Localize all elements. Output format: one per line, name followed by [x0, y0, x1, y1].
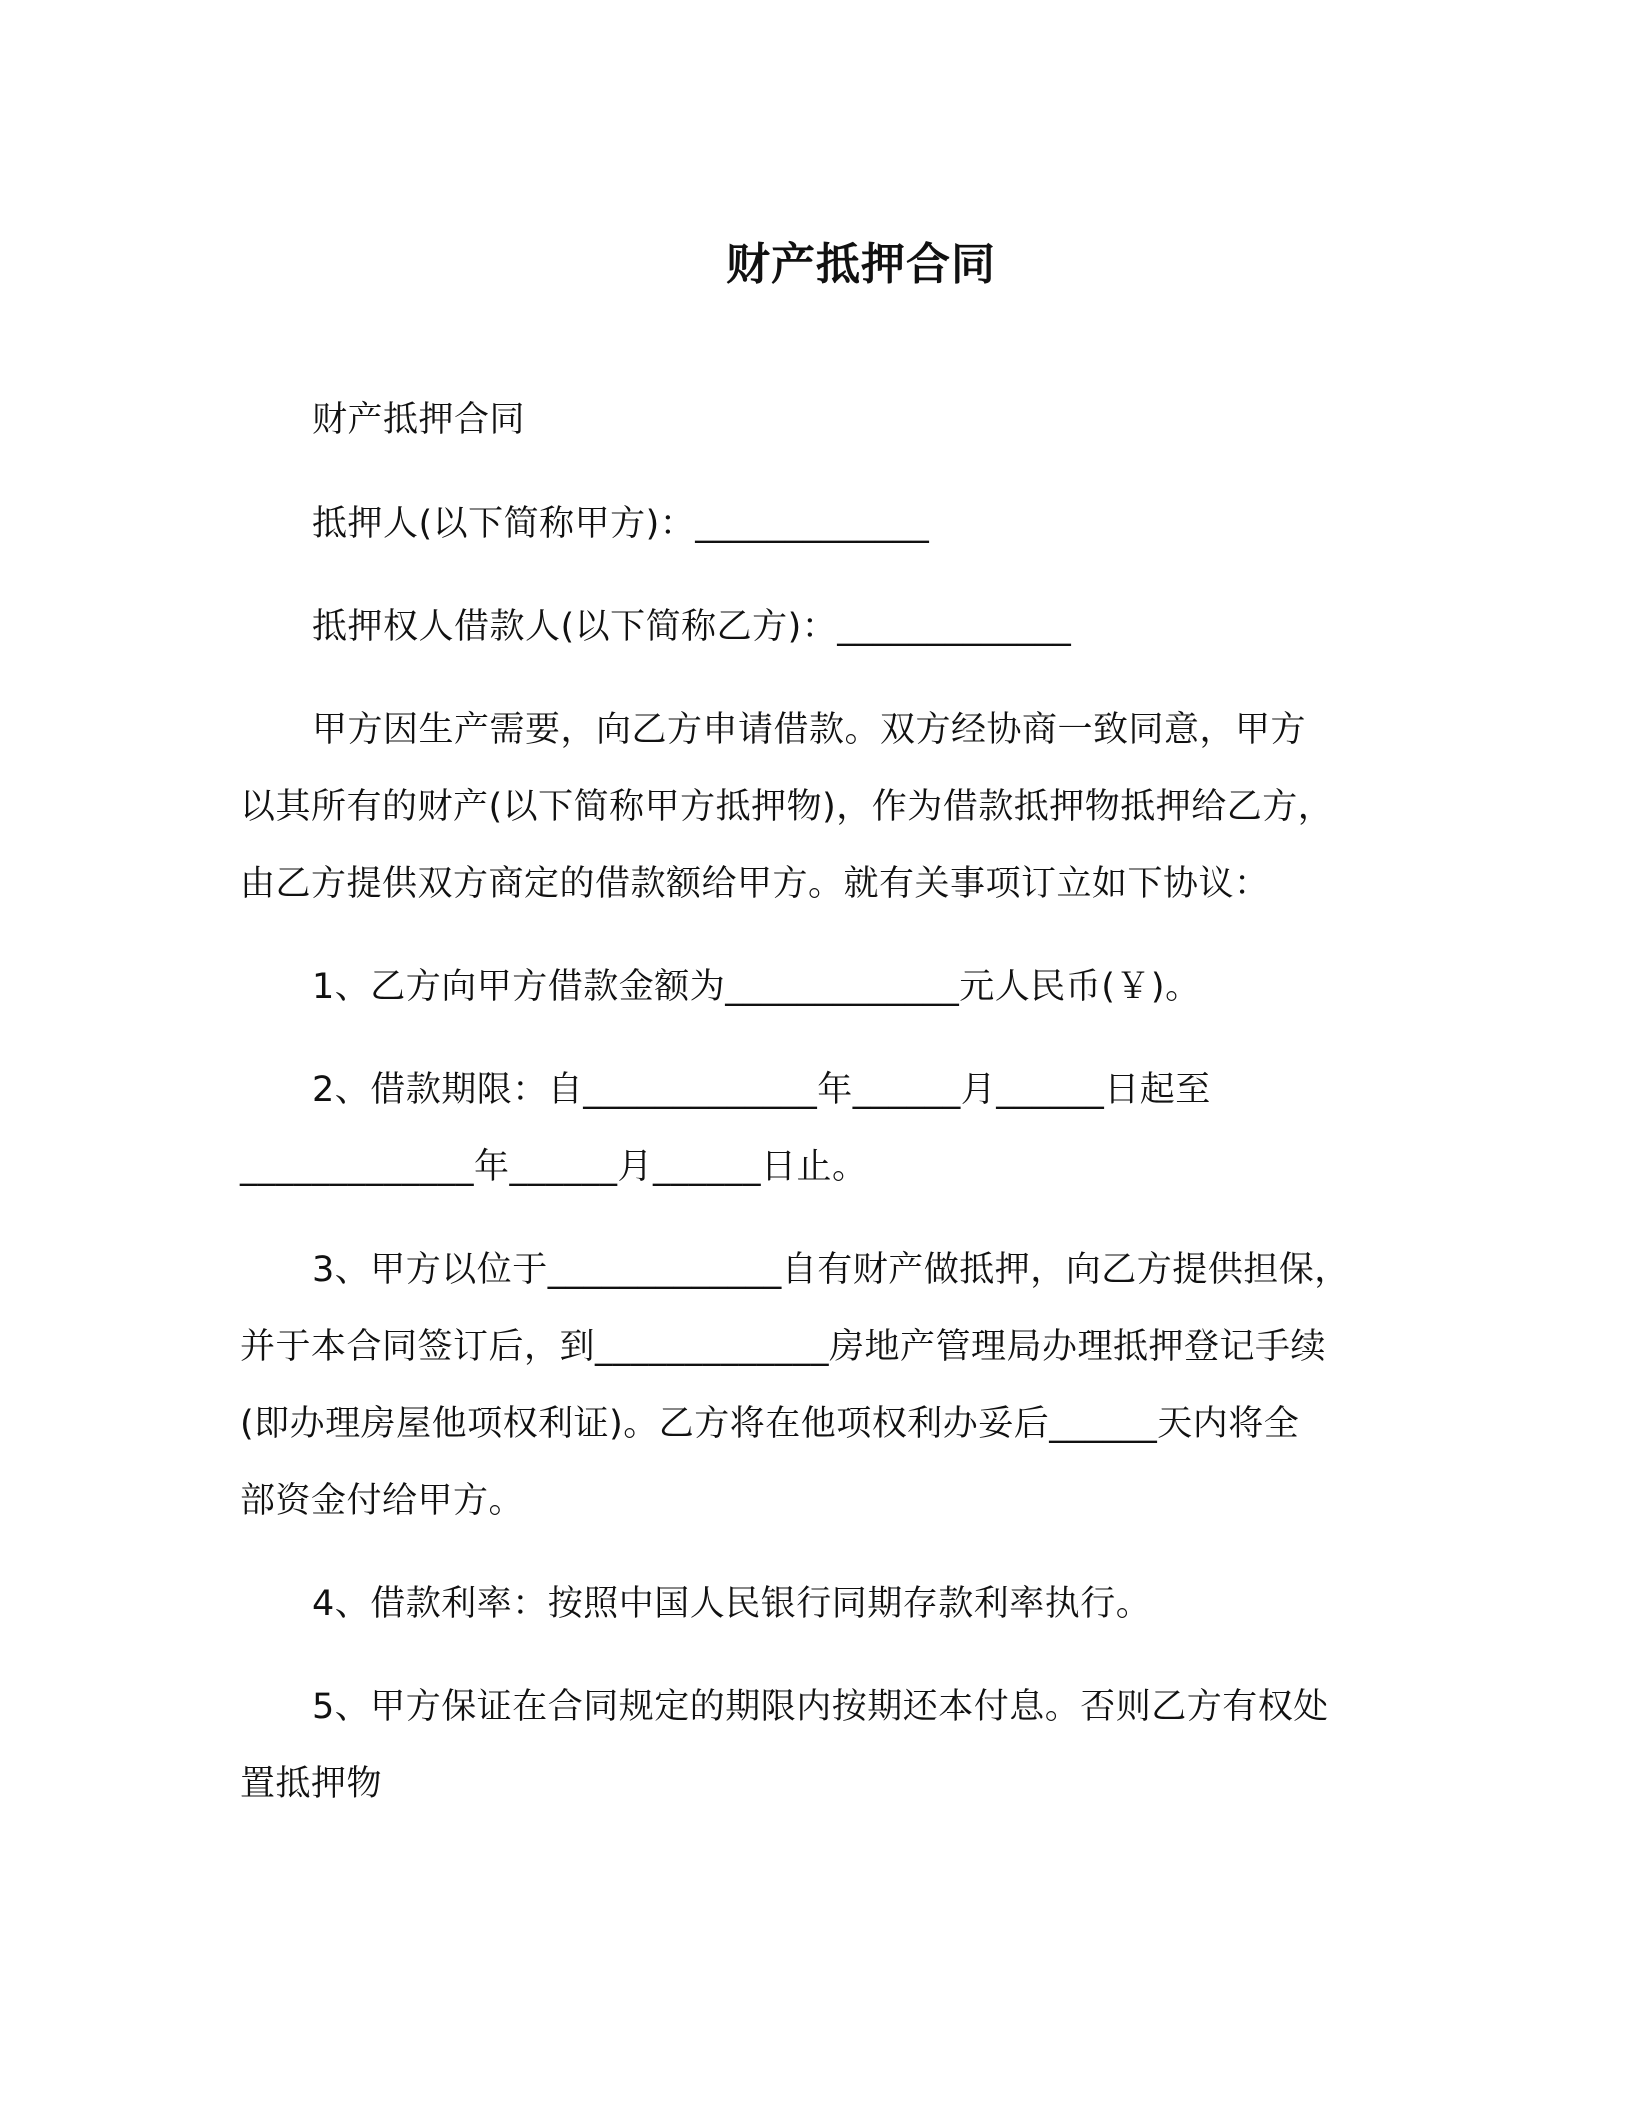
intro-paragraph-line-2: 以其所有的财产(以下简称甲方抵押物)，作为借款抵押物抵押给乙方， — [240, 787, 1334, 827]
clause-3-line-4: 部资金付给甲方。 — [240, 1481, 525, 1521]
clause-5-line-2: 置抵押物 — [240, 1764, 383, 1804]
clause-3-line-1: 3、甲方以位于_____________自有财产做抵押，向乙方提供担保， — [312, 1250, 1350, 1290]
clause-4: 4、借款利率：按照中国人民银行同期存款利率执行。 — [312, 1584, 1152, 1624]
clause-2-line-2: _____________年______月______日止。 — [240, 1147, 868, 1187]
mortgagee-line: 抵押权人借款人(以下简称乙方)：_____________ — [312, 607, 1072, 647]
clause-5-line-1: 5、甲方保证在合同规定的期限内按期还本付息。否则乙方有权处 — [312, 1687, 1329, 1727]
clause-1: 1、乙方向甲方借款金额为_____________元人民币(￥)。 — [312, 967, 1201, 1007]
intro-paragraph-line-1: 甲方因生产需要，向乙方申请借款。双方经协商一致同意，甲方 — [312, 710, 1307, 750]
document-title: 财产抵押合同 — [726, 239, 996, 290]
clause-2-line-1: 2、借款期限：自_____________年______月______日起至 — [312, 1070, 1211, 1110]
mortgagor-line: 抵押人(以下简称甲方)：_____________ — [312, 504, 930, 544]
clause-3-line-3: (即办理房屋他项权利证)。乙方将在他项权利办妥后______天内将全 — [240, 1404, 1300, 1444]
clause-3-line-2: 并于本合同签订后，到_____________房地产管理局办理抵押登记手续 — [240, 1327, 1327, 1367]
intro-paragraph-line-3: 由乙方提供双方商定的借款额给甲方。就有关事项订立如下协议： — [240, 864, 1270, 904]
document-subtitle: 财产抵押合同 — [312, 400, 526, 440]
